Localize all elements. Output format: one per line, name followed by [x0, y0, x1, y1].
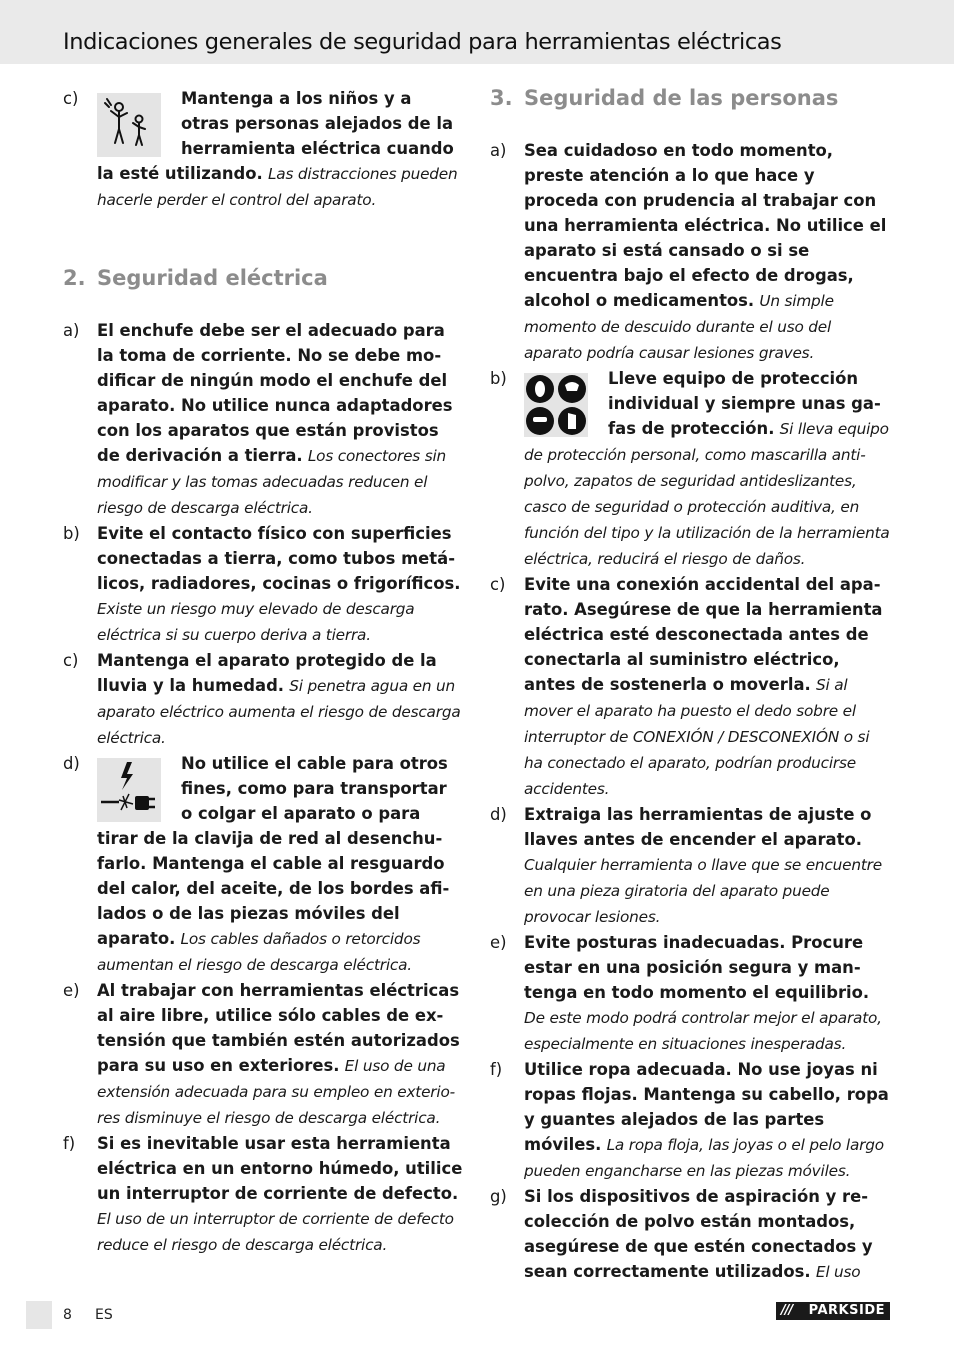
explanation-text: El uso: [815, 1263, 861, 1281]
item-label: e): [63, 981, 80, 1000]
section-number: 2.: [63, 266, 86, 290]
instruction-text: Evite una conexión accidental del aparato. Asegúrese de que la herramienta eléctrica esté desconectada antes de conectarla al suministro eléctrico, antes de sostenerla o moverla.: [524, 575, 883, 694]
item-label: f): [490, 1060, 503, 1079]
item-label: e): [490, 933, 507, 952]
instruction-text: Si los dispositivos de aspiración y recolección de polvo están montados, asegúrese de que estén conectados y sean correctamente utilizados.: [524, 1187, 873, 1281]
item-label: f): [63, 1134, 76, 1153]
explanation-text: Los cables dañados o retorcidos aumentan el riesgo de descarga eléctrica.: [97, 930, 421, 974]
instruction-text: El enchufe debe ser el adecuado para la toma de corriente. No se debe modificar de ningún modo el enchufe del aparato. No utilice nunca adaptadores con los aparatos que están provistos de derivación a tierra.: [97, 321, 453, 465]
list-item: [63, 1131, 463, 1258]
instruction-text: Extraiga las herramientas de ajuste o llaves antes de encender el aparato.: [524, 805, 872, 849]
instruction-text: Utilice ropa adecuada. No use joyas ni ropas flojas. Mantenga su cabello, ropa y guantes alejados de las partes móviles.: [524, 1060, 889, 1154]
list-item: [63, 86, 463, 213]
instruction-text: Mantenga a los niños y a otras personas alejados de la herramienta eléctrica cuando la esté utilizando.: [97, 89, 454, 183]
list-item: [490, 802, 890, 930]
explanation-text: Existe un riesgo muy elevado de descarga eléctrica si su cuerpo deriva a tierra.: [97, 600, 415, 644]
language-code: ES: [95, 1307, 113, 1323]
section-number: 3.: [490, 86, 513, 110]
section-heading-personal-safety: [490, 86, 890, 111]
instruction-text: Mantenga el aparato protegido de la lluvia y la humedad.: [97, 651, 437, 695]
item-label: a): [63, 321, 80, 340]
item-label: c): [490, 575, 506, 594]
logo-slashes: ///: [781, 1303, 793, 1318]
list-item: [490, 930, 890, 1057]
footer-marker: [26, 1301, 52, 1329]
instruction-text: Evite posturas inadecuadas. Procure estar en una posición segura y mantenga en todo momento el equilibrio.: [524, 933, 870, 1002]
list-item: [63, 521, 463, 648]
instruction-text: Evite el contacto físico con superficies conectadas a tierra, como tubos metálicos, radiadores, cocinas o frigoríficos.: [97, 524, 461, 593]
logo-text: PARKSIDE: [808, 1303, 885, 1318]
instruction-text: Sea cuidadoso en todo momento, preste atención a lo que hace y proceda con prudencia al trabajar con una herramienta eléctrica. No utilice el aparato si está cansado o si se encuentra bajo el efecto de drogas, alcohol o medicamentos.: [524, 141, 887, 310]
item-label: b): [63, 524, 80, 543]
electric-plug-warning-icon: [97, 758, 161, 822]
explanation-text: Las distracciones pueden hacerle perder el control del aparato.: [97, 165, 458, 209]
instruction-text: Si es inevitable usar esta herramienta eléctrica en un entorno húmedo, utilice un interruptor de corriente de defecto.: [97, 1134, 463, 1203]
explanation-text: Un simple momento de descuido durante el uso del aparato podría causar lesiones graves.: [524, 292, 834, 362]
page-number: 8: [63, 1307, 72, 1323]
item-label: b): [490, 369, 507, 388]
list-item: [63, 318, 463, 521]
item-label: d): [490, 805, 507, 824]
instruction-text: No utilice el cable para otros fines, como para transportar o colgar el aparato o para tirar de la clavija de red al desenchufarlo. Mantenga el cable al resguardo del calor, del aceite, de los bordes afilados o de las piezas móviles del aparato.: [97, 754, 450, 948]
explanation-text: El uso de una extensión adecuada para su empleo en exteriores disminuye el riesgo de descarga eléctrica.: [97, 1057, 456, 1127]
list-item: [63, 751, 463, 978]
list-item: [490, 1057, 890, 1184]
children-warning-icon: [97, 93, 161, 157]
explanation-text: Si al mover el aparato ha puesto el dedo sobre el interruptor de CONEXIÓN / DESCONEXIÓN o si ha conectado el aparato, podrían producirse accidentes.: [524, 676, 870, 798]
instruction-text: Lleve equipo de protección individual y siempre unas gafas de protección.: [608, 369, 881, 438]
parkside-logo: [776, 1302, 890, 1320]
item-label: c): [63, 651, 79, 670]
section-title: Seguridad de las personas: [524, 86, 839, 110]
section-heading-electrical: [63, 266, 463, 291]
item-label: d): [63, 754, 80, 773]
explanation-text: Los conectores sin modificar y las tomas adecuadas reducen el riesgo de descarga eléctrica.: [97, 447, 447, 517]
list-item: [63, 648, 463, 751]
list-item: [63, 978, 463, 1131]
item-label: a): [490, 141, 507, 160]
list-item: [490, 1184, 890, 1285]
left-column: [63, 86, 463, 1258]
explanation-text: Si lleva equipo de protección personal, como mascarilla antipolvo, zapatos de seguridad antideslizantes, casco de seguridad o protección auditiva, en función del tipo y la utilización de la herramienta eléctrica, reducirá el riesgo de daños.: [524, 420, 890, 568]
explanation-text: La ropa floja, las joyas o el pelo largo pueden engancharse en las piezas móviles.: [524, 1136, 884, 1180]
explanation-text: Cualquier herramienta o llave que se encuentre en una pieza giratoria del aparato puede provocar lesiones.: [524, 856, 882, 926]
right-column: [490, 86, 890, 1285]
page-title: Indicaciones generales de seguridad para herramientas eléctricas: [63, 29, 782, 55]
section-title: Seguridad eléctrica: [97, 266, 328, 290]
explanation-text: Si penetra agua en un aparato eléctrico aumenta el riesgo de descarga eléctrica.: [97, 677, 461, 747]
item-label: c): [63, 89, 79, 108]
list-item: [490, 138, 890, 366]
list-item: [490, 366, 890, 572]
list-item: [490, 572, 890, 802]
item-label: g): [490, 1187, 507, 1206]
explanation-text: El uso de un interruptor de corriente de defecto reduce el riesgo de descarga eléctrica.: [97, 1210, 454, 1254]
protective-equipment-icon: [524, 373, 588, 437]
instruction-text: Al trabajar con herramientas eléctricas al aire libre, utilice sólo cables de extensión que también estén autorizados para su uso en exteriores.: [97, 981, 460, 1075]
page-header: [0, 0, 954, 64]
explanation-text: De este modo podrá controlar mejor el aparato, especialmente en situaciones inesperadas.: [524, 1009, 882, 1053]
